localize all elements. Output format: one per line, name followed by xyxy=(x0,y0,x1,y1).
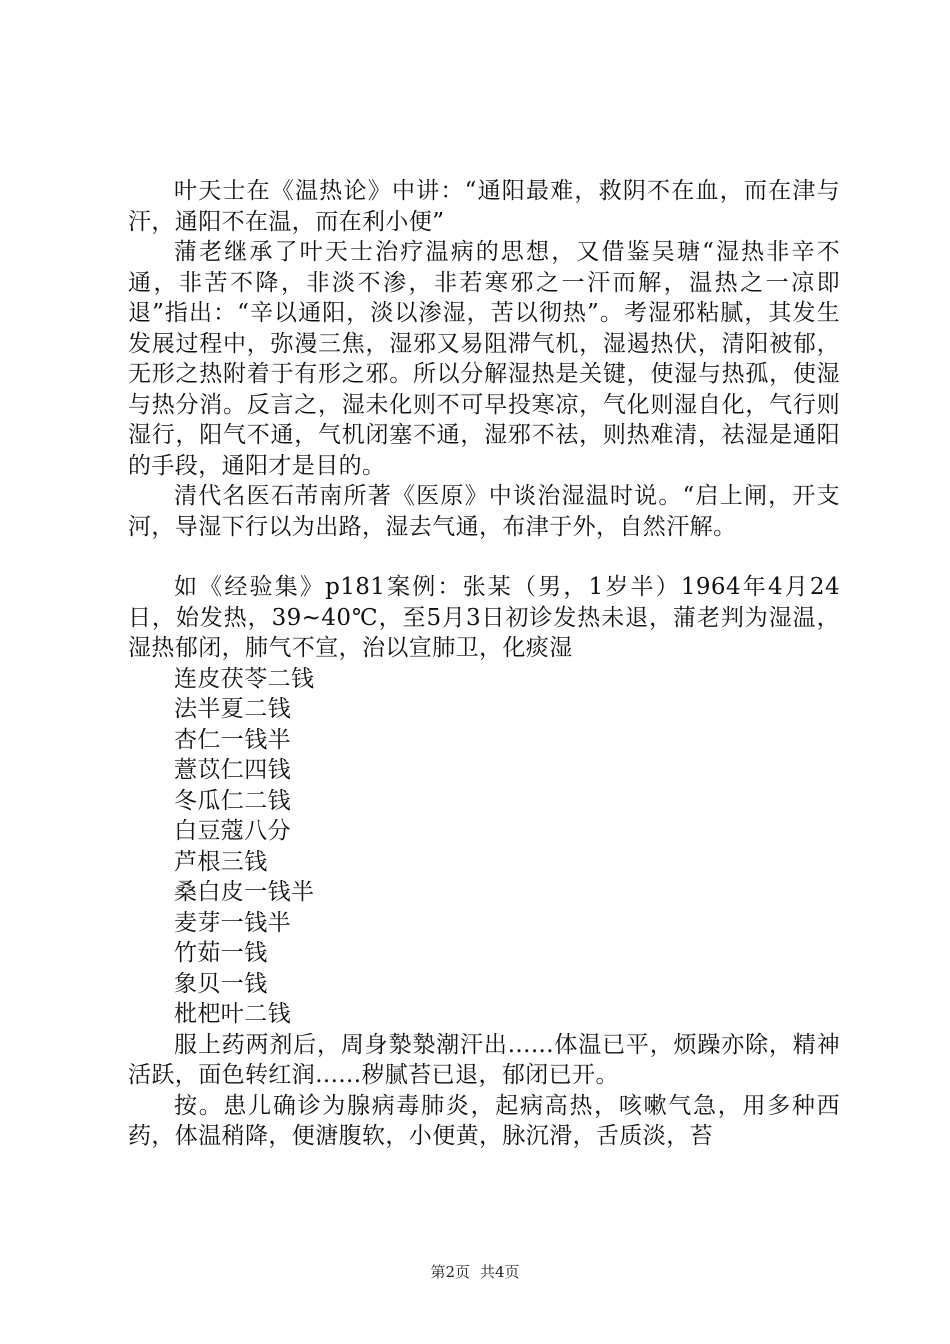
herb-item: 连皮茯苓二钱 xyxy=(174,665,315,692)
herb-item: 杏仁一钱半 xyxy=(174,726,291,753)
herb-item: 白豆蔻八分 xyxy=(174,818,291,844)
herb-item: 麦芽一钱半 xyxy=(174,909,291,936)
herb-item: 薏苡仁四钱 xyxy=(174,757,291,783)
document-body xyxy=(128,176,840,1152)
paragraph-pu-lao: 蒲老继承了叶天士治疗温病的思想，又借鉴吴瑭“湿热非辛不通，非苦不降，非淡不渗，非若寒邪之一汗而解，温热之一凉即退”指出：“辛以通阳，淡以渗湿，苦以彻热”。考湿邪粘腻，其发生发展过程中，弥漫三焦，湿邪又易阻滞气机，湿遏热伏，清阳被郁，无形之热附着于有形之邪。所以分解湿热是关键，使湿与热孤，使湿与热分消。反言之，湿未化则不可早投寒凉，气化则湿自化，气行则湿行，阳气不通，气机闭塞不通，湿邪不祛，则热难清，祛湿是通阳的手段，通阳才是目的。 xyxy=(128,239,840,479)
paragraph-yiyuan: 清代名医石芾南所著《医原》中谈治湿温时说。“启上闸，开支河，导湿下行以为出路，湿去气通，布津于外，自然汗解。 xyxy=(128,483,840,540)
page-number: 第2页 xyxy=(430,1263,470,1281)
herb-item: 竹茹一钱 xyxy=(174,940,268,966)
page-footer xyxy=(0,1262,950,1282)
page-total: 共4页 xyxy=(480,1263,520,1281)
paragraph-case-intro: 如《经验集》p181案例：张某（男，1岁半）1964年4月24日，始发热，39~40℃，至5月3日初诊发热未退，蒲老判为湿温，湿热郁闭，肺气不宣，治以宣肺卫，化痰湿 xyxy=(128,574,840,661)
paragraph-ye-tianshi: 叶天士在《温热论》中讲：“通阳最难，救阴不在血，而在津与汗，通阳不在温，而在利小便” xyxy=(128,178,840,235)
herb-list xyxy=(128,664,840,1030)
herb-item: 桑白皮一钱半 xyxy=(174,879,315,905)
herb-item: 枇杷叶二钱 xyxy=(174,1001,291,1027)
herb-item: 法半夏二钱 xyxy=(174,696,291,722)
herb-item: 象贝一钱 xyxy=(174,970,268,997)
paragraph-commentary: 按。患儿确诊为腺病毒肺炎，起病高热，咳嗽气急，用多种西药，体温稍降，便溏腹软，小便黄，脉沉滑，舌质淡，苔 xyxy=(128,1092,840,1149)
paragraph-after-dose: 服上药两剂后，周身漐漐潮汗出......体温已平，烦躁亦除，精神活跃，面色转红润......秽腻苔已退，郁闭已开。 xyxy=(128,1031,840,1088)
herb-item: 冬瓜仁二钱 xyxy=(174,787,291,814)
herb-item: 芦根三钱 xyxy=(174,848,268,875)
